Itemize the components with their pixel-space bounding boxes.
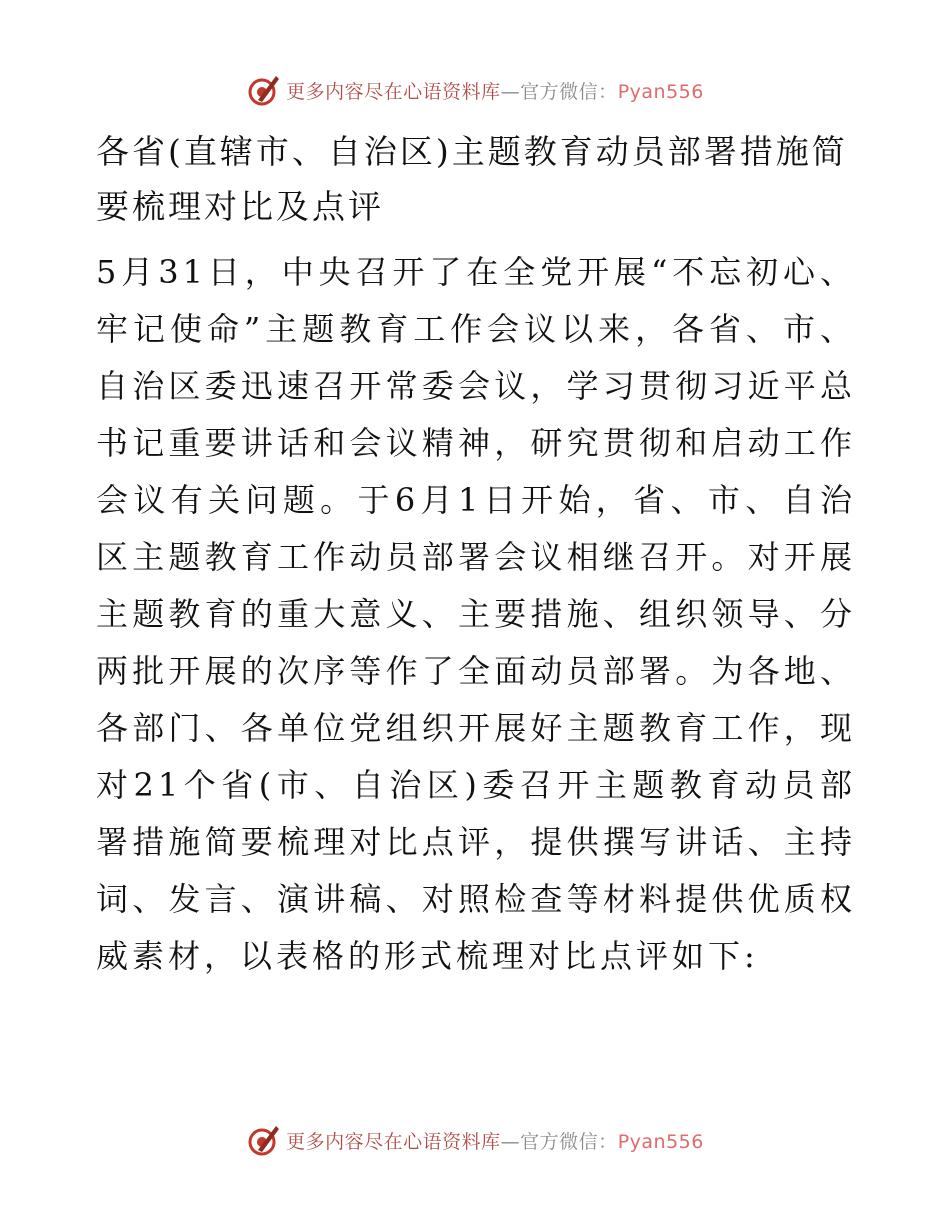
watermark-text [286, 1127, 704, 1154]
watermark-dash: — [500, 80, 521, 103]
watermark-label: 官方微信： [520, 1130, 618, 1153]
header-watermark [0, 72, 950, 108]
watermark-handle: Pyan556 [617, 80, 704, 103]
document-title: 各省(直辖市、自治区)主题教育动员部署措施简要梳理对比及点评 [96, 132, 848, 226]
footer-watermark [0, 1122, 950, 1158]
watermark-label: 官方微信： [520, 80, 618, 103]
watermark-dash: — [500, 1130, 521, 1153]
watermark-main: 更多内容尽在心语资料库 [286, 80, 501, 103]
document-paragraph: 5月31日，中央召开了在全党开展“不忘初心、牢记使命”主题教育工作会议以来，各省、市、自治区委迅速召开常委会议，学习贯彻习近平总书记重要讲话和会议精神，研究贯彻和启动工作会议有关问题。于6月1日开始，省、市、自治区主题教育工作动员部署会议相继召开。对开展主题教育的重大意义、主要措施、组织领导、分两批开展的次序等作了全面动员部署。为各地、各部门、各单位党组织开展好主题教育工作，现对21个省(市、自治区)委召开主题教育动员部署措施简要梳理对比点评，提供撰写讲话、主持词、发言、演讲稿、对照检查等材料提供优质权威素材，以表格的形式梳理对比点评如下: [96, 253, 856, 975]
watermark-main: 更多内容尽在心语资料库 [286, 1130, 501, 1153]
quill-logo-icon [246, 72, 282, 108]
watermark-text [286, 77, 704, 104]
watermark-handle: Pyan556 [617, 1130, 704, 1153]
quill-logo-icon [246, 1122, 282, 1158]
